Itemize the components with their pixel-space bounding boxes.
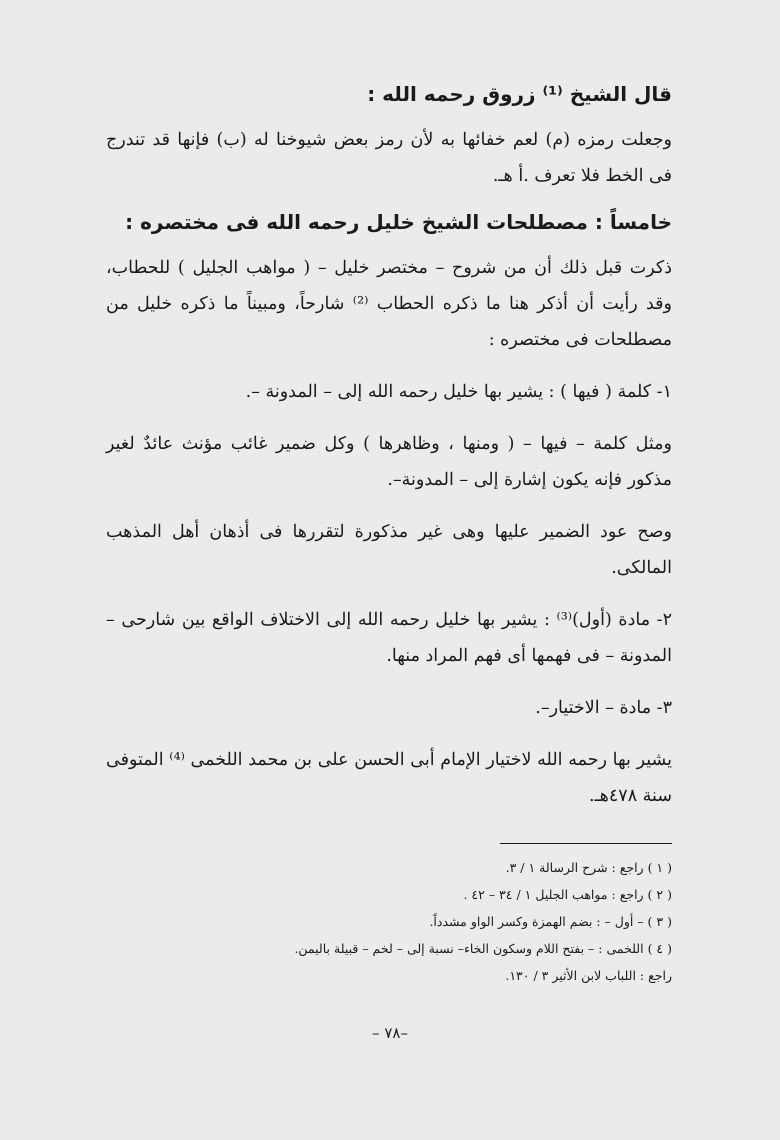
footnote-divider [500, 843, 672, 844]
page-number: –٧٨ – [372, 1024, 408, 1042]
footnote-2: ( ٢ ) راجع : مواهب الجليل ١ / ٣٤ – ٤٢ . [463, 887, 672, 902]
paragraph-symbol-note: وجعلت رمزه (م) لعم خفائها به لأن رمز بعض شيوخنا له (ب) فإنها قد تندرج فى الخط فلا تعرف .أ هـ. [106, 130, 672, 186]
list-item-fiha: ١- كلمة ( فيها ) : يشير بها خليل رحمه الله إلى – المدونة –. [245, 382, 672, 402]
main-text [106, 68, 672, 830]
list-item-awwal: ٢- مادة (أول)⁽³⁾ : يشير بها خليل رحمه الله إلى الاختلاف الواقع بين شارحى – المدونة – فى فهمها أى فهم المراد منها. [106, 610, 673, 666]
footnote-1: ( ١ ) راجع : شرح الرسالة ١ / ٣. [505, 860, 672, 875]
footnote-4-reference: راجع : اللباب لابن الأثير ٣ / ١٣٠. [505, 968, 672, 983]
paragraph-lakhmi: يشير بها رحمه الله لاختيار الإمام أبى الحسن على بن محمد اللخمى ⁽⁴⁾ المتوفى سنة ٤٧٨هـ. [106, 750, 672, 806]
paragraph-pronoun-reference: وصح عود الضمير عليها وهى غير مذكورة لتقررها فى أذهان أهل المذهب المالكى. [106, 522, 672, 578]
list-item-ikhtiyar: ٣- مادة – الاختيار–. [535, 698, 672, 718]
footnotes [106, 843, 672, 989]
footnote-4: ( ٤ ) اللخمى : – بفتح اللام وسكون الخاء– نسبة إلى – لخم – قبيلة باليمن. [294, 941, 672, 956]
paragraph-hattab-intro: ذكرت قبل ذلك أن من شروح – مختصر خليل – ( مواهب الجليل ) للحطاب، وقد رأيت أن أذكر هنا ما ذكره الحطاب ⁽²⁾ شارحاً، ومبيناً ما ذكره خليل من مصطلحات فى مختصره : [106, 258, 672, 350]
footnote-3: ( ٣ ) – أول – : بضم الهمزة وكسر الواو مشدداً. [429, 914, 672, 929]
paragraph-minha-zahiruha: ومثل كلمة – فيها – ( ومنها ، وظاهرها ) وكل ضمير غائب مؤنث عائدٌ لغير مذكور فإنه يكون إشارة إلى – المدونة–. [106, 434, 672, 490]
heading-khalil-terms: خامساً : مصطلحات الشيخ خليل رحمه الله فى مختصره : [125, 210, 672, 234]
heading-sheikh-zarruq: قال الشيخ ⁽¹⁾ زروق رحمه الله : [367, 82, 672, 106]
